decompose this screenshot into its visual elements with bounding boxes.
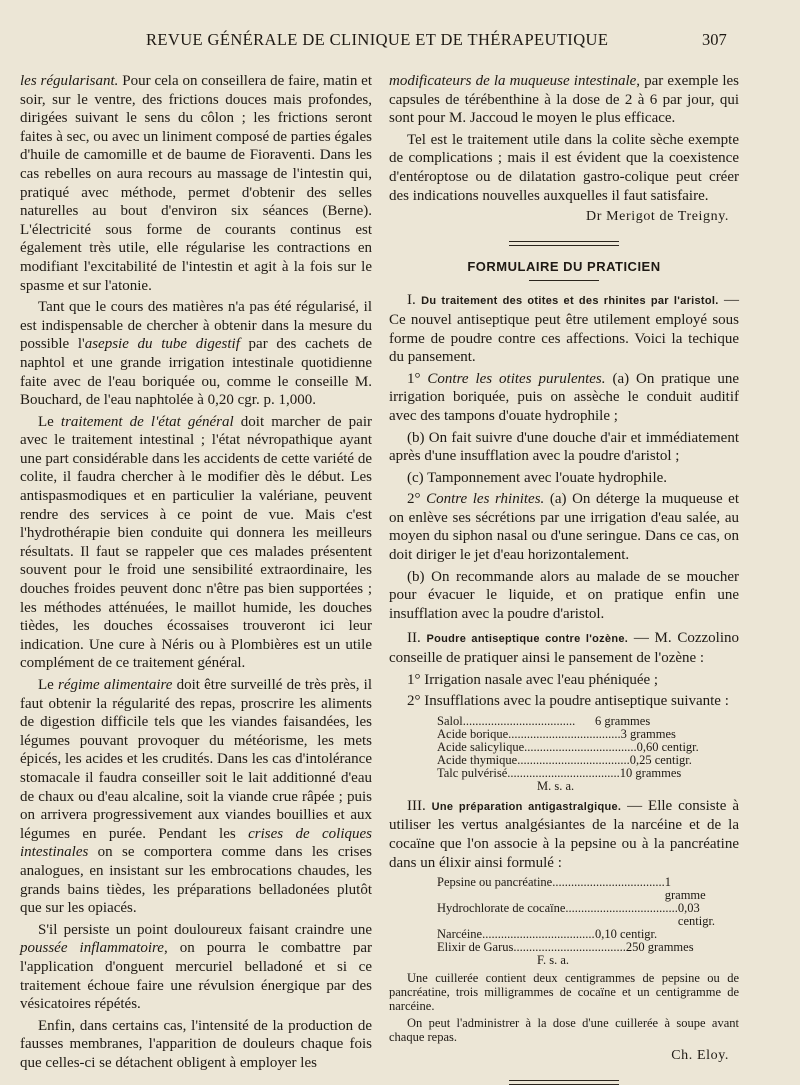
italic-phrase: régime alimentaire	[58, 677, 173, 693]
paragraph-text: (a) On déterge la muqueuse et on enlève ses sécrétions par une irrigation d'eau salée, au moyen du siphon nasal ou d'une seringue. Dans ce cas, on doit diriger le jet d'eau horizontalement.	[389, 491, 739, 564]
ingredient-name: Talc pulvérisé....................................	[437, 765, 620, 780]
note: Une cuillerée contient deux centigrammes de pepsine ou de pancréatine, trois milligrammes de cocaïne et un centigramme de narcéine.	[389, 971, 739, 1014]
double-rule	[509, 1080, 619, 1085]
italic-phrase: traitement de l'état général	[60, 413, 234, 430]
ingredient-quantity: 0,10 centigr.	[595, 927, 658, 942]
note: On peut l'administrer à la dose d'une cuillerée à soupe avant chaque repas.	[389, 1016, 739, 1045]
paragraph-text: par des cachets de naphtol et une grande irrigation intestinale quotidienne faite avec de l'eau boriquée ou, comme le conseille M. Bouchard, de l'eau naphtolée à 0,20 cgr. p. 1,000.	[20, 336, 372, 409]
paragraph	[389, 72, 739, 128]
paragraph-text: Le	[38, 413, 61, 430]
item-number: 1°	[407, 370, 428, 387]
ingredient-quantity: 250 grammes	[625, 940, 694, 955]
section-number: III.	[407, 797, 432, 814]
paragraph: (b) On recommande alors au malade de se moucher pour évacuer le liquide, et on pratique enfin une insufflation avec la poudre d'aristol.	[389, 568, 739, 622]
ingredient-name: Elixir de Garus....................................	[437, 940, 626, 955]
paragraph-text: doit marcher de pair avec le traitement intestinal ; l'état névropathique ayant une part considérable dans les accidents de cette variété de colite, il faudra chercher à le modifier dès le début. Les antispasmodiques et en particulier la valériane, peuvent rendre des services à ce point de vue. Mais c'est l'hydrothérapie bien conduite qui donnera les meilleurs résultats. Il faut se rappeler que ces malades présentent souvent pour le froid une sensibilité extraordinaire, les douches froides peuvent donc n'être pas bien supportées ; les méthodes atténuées, le maillot humide, les douches tièdes, les douches écossaises trouveront ici leur indication. Une cure à Néris ou à Plombières est un utile complément de ce traitement général.	[20, 413, 372, 672]
author-signature: Ch. Eloy.	[671, 1048, 729, 1064]
paragraph-text: , on pourra le combattre par l'application d'onguent mercuriel belladoné et si ce traitement échoue faire une révulsion énergique par des vésicatoires répétés.	[20, 940, 372, 1013]
paragraph-text: Tant que le cours des matières n'a pas été régularisé, il est indispensable de chercher à obtenir dans la mesure du possible l'	[20, 299, 372, 353]
paragraph-text: doit être surveillé de très près, il faut obtenir la régularité des repas, proscrire les aliments de digestion difficile tels que les viandes faisandées, les légumes pouvant provoquer du météorisme, les mets épicés, les acides et les crudités. Dans les cas d'intolérance stomacale il faudra conseiller soit le lait additionné d'eau de chaux ou d'eau alcaline, soit la viande crue râpée ; puis on arrivera progressivement aux viandes bouillies et aux légumes en purée. Pendant les	[20, 677, 372, 842]
prescription-row	[437, 901, 716, 929]
italic-phrase: modificateurs de la muqueuse intestinale	[389, 73, 637, 89]
prescription-row	[437, 876, 707, 902]
section-number: II.	[407, 630, 427, 647]
ingredient-quantity: 10 grammes	[619, 765, 682, 780]
prescription-table	[437, 715, 707, 793]
prescription-row	[437, 754, 707, 767]
paragraph: Enfin, dans certains cas, l'intensité de la production de fausses membranes, l'apparition de douleurs chaque fois que celles-ci se détachent obligent à employer les	[20, 1017, 372, 1071]
ingredient-quantity: 0,25 centigr.	[629, 752, 692, 767]
paragraph-text: Le	[38, 677, 58, 693]
paragraph	[20, 413, 372, 673]
ingredient-quantity: 1 gramme	[664, 875, 706, 903]
prescription-row	[437, 941, 707, 954]
ingredient-quantity: 0,03 centigr.	[677, 901, 716, 929]
ingredient-name: Narcéine....................................	[437, 927, 595, 942]
list-item: 2° Insufflations avec la poudre antiseptique suivante :	[407, 693, 729, 710]
item-number: 2°	[407, 491, 427, 508]
ingredient-quantity: 6 grammes	[595, 713, 651, 728]
section-number: I.	[407, 292, 422, 309]
ingredient-name: Salol....................................	[437, 713, 576, 728]
ingredient-name: Acide salicylique....................................	[437, 739, 637, 754]
subsection-title: Du traitement des otites et des rhinites par l'aristol.	[421, 295, 719, 308]
list-item: 1° Irrigation nasale avec l'eau phéniquée ;	[407, 671, 659, 688]
paragraph-text: S'il persiste un point douloureux faisant craindre une	[38, 921, 372, 938]
prescription-row	[437, 715, 707, 728]
paragraph	[20, 72, 372, 295]
paragraph: (b) On fait suivre d'une douche d'air et immédiatement après d'une insufflation avec la poudre d'aristol ;	[389, 429, 739, 465]
paragraph	[20, 921, 372, 1014]
formula-heading	[389, 291, 739, 366]
paragraph-text: Pour cela on conseillera de faire, matin et soir, sur le ventre, des frictions douces mais profondes, dirigées suivant le sens du côlon ; les frictions seront faites à sec, ou avec un liniment composé de parties égales d'huile de camomille et de baume de Fioraventi. Dans les cas rebelles on aura recours au massage de l'intestin qui, pratiqué avec méthode, permet d'obtenir des selles naturelles au bout d'environ six séances (Berne). L'électricité sous forme de courants continus est également très utile, elle régularise les contractions en modifiant l'excitabilité de l'intestin et agit à la fois sur le spasme et sur l'atonie.	[20, 73, 372, 294]
italic-phrase: asepsie du tube digestif	[84, 336, 240, 353]
prescription-row	[437, 767, 707, 780]
left-column	[20, 72, 372, 1075]
prescription-instruction: M. s. a.	[537, 778, 575, 793]
paragraph	[389, 370, 739, 426]
prescription-table	[437, 875, 716, 968]
paragraph	[20, 676, 372, 918]
paragraph: Tel est le traitement utile dans la colite sèche exempte de complications ; mais il est évident que la coexistence d'entéroptose ou de dilatation gastro-colique peut créer des indications nouvelles auxquelles il faut satisfaire.	[389, 131, 739, 204]
italic-phrase: Contre les otites purulentes.	[427, 370, 606, 387]
subsection-title: Une préparation antigastralgique.	[431, 800, 622, 813]
prescription-row	[437, 741, 707, 754]
paragraph-text: — Ce nouvel antiseptique peut être utilement employé sous forme de poudre contre ces affections. Voici la techique du pansement.	[389, 292, 740, 366]
paragraph: (c) Tamponnement avec l'ouate hydrophile.	[407, 469, 668, 486]
italic-phrase: Contre les rhinites.	[426, 491, 545, 508]
section-title: FORMULAIRE DU PRATICIEN	[467, 258, 661, 274]
paragraph-text: on se comportera comme dans les crises analogues, en insistant sur les embrocations chaudes, les grands bains tièdes, les préparations belladonées plutôt que sur les opiacés.	[20, 844, 372, 917]
prescription-instruction: F. s. a.	[537, 953, 569, 968]
subsection-title: Poudre antiseptique contre l'ozène.	[426, 633, 629, 646]
page-number: 307	[702, 30, 727, 49]
paragraph	[389, 490, 739, 564]
ingredient-quantity: 0,60 centigr.	[636, 739, 699, 754]
paragraph-text: (a) On pratique une irrigation boriquée, puis on assèche le conduit auditif avec des tampons d'ouate hydrophile ;	[389, 370, 739, 424]
ingredient-name: Hydrochlorate de cocaïne....................................	[437, 901, 678, 916]
italic-phrase: poussée inflammatoire	[20, 940, 164, 957]
ingredient-quantity: 3 grammes	[620, 726, 676, 741]
prescription-row	[437, 728, 707, 741]
short-rule	[529, 280, 599, 281]
right-column	[389, 72, 739, 1085]
italic-phrase: crises de coliques intestinales	[20, 825, 372, 861]
page-header	[0, 30, 800, 54]
formula-heading	[389, 629, 739, 667]
running-title: REVUE GÉNÉRALE DE CLINIQUE ET DE THÉRAPEUTIQUE	[146, 30, 609, 49]
paragraph-text: , par exemple les capsules de térébenthine à la dose de 2 à 6 par jour, qui sont pour M. Jaccoud le moyen le plus efficace.	[389, 73, 740, 127]
double-rule	[509, 241, 619, 246]
formula-heading	[389, 797, 739, 872]
ingredient-name: Acide borique....................................	[437, 726, 621, 741]
ingredient-name: Acide thymique....................................	[437, 752, 630, 767]
italic-phrase: les régularisant.	[20, 73, 119, 89]
author-signature: Dr Merigot de Treigny.	[586, 209, 729, 225]
paragraph-text: — Elle consiste à utiliser les vertus analgésiantes de la narcéine et de la cocaïne que l'on associe à la pepsine ou à la pancréatine dans un élixir ainsi formulé :	[389, 797, 739, 871]
paragraph-text: — M. Cozzolino conseille de pratiquer ainsi le pansement de l'ozène :	[389, 630, 739, 667]
ingredient-name: Pepsine ou pancréatine....................................	[437, 875, 665, 890]
paragraph	[20, 298, 372, 410]
